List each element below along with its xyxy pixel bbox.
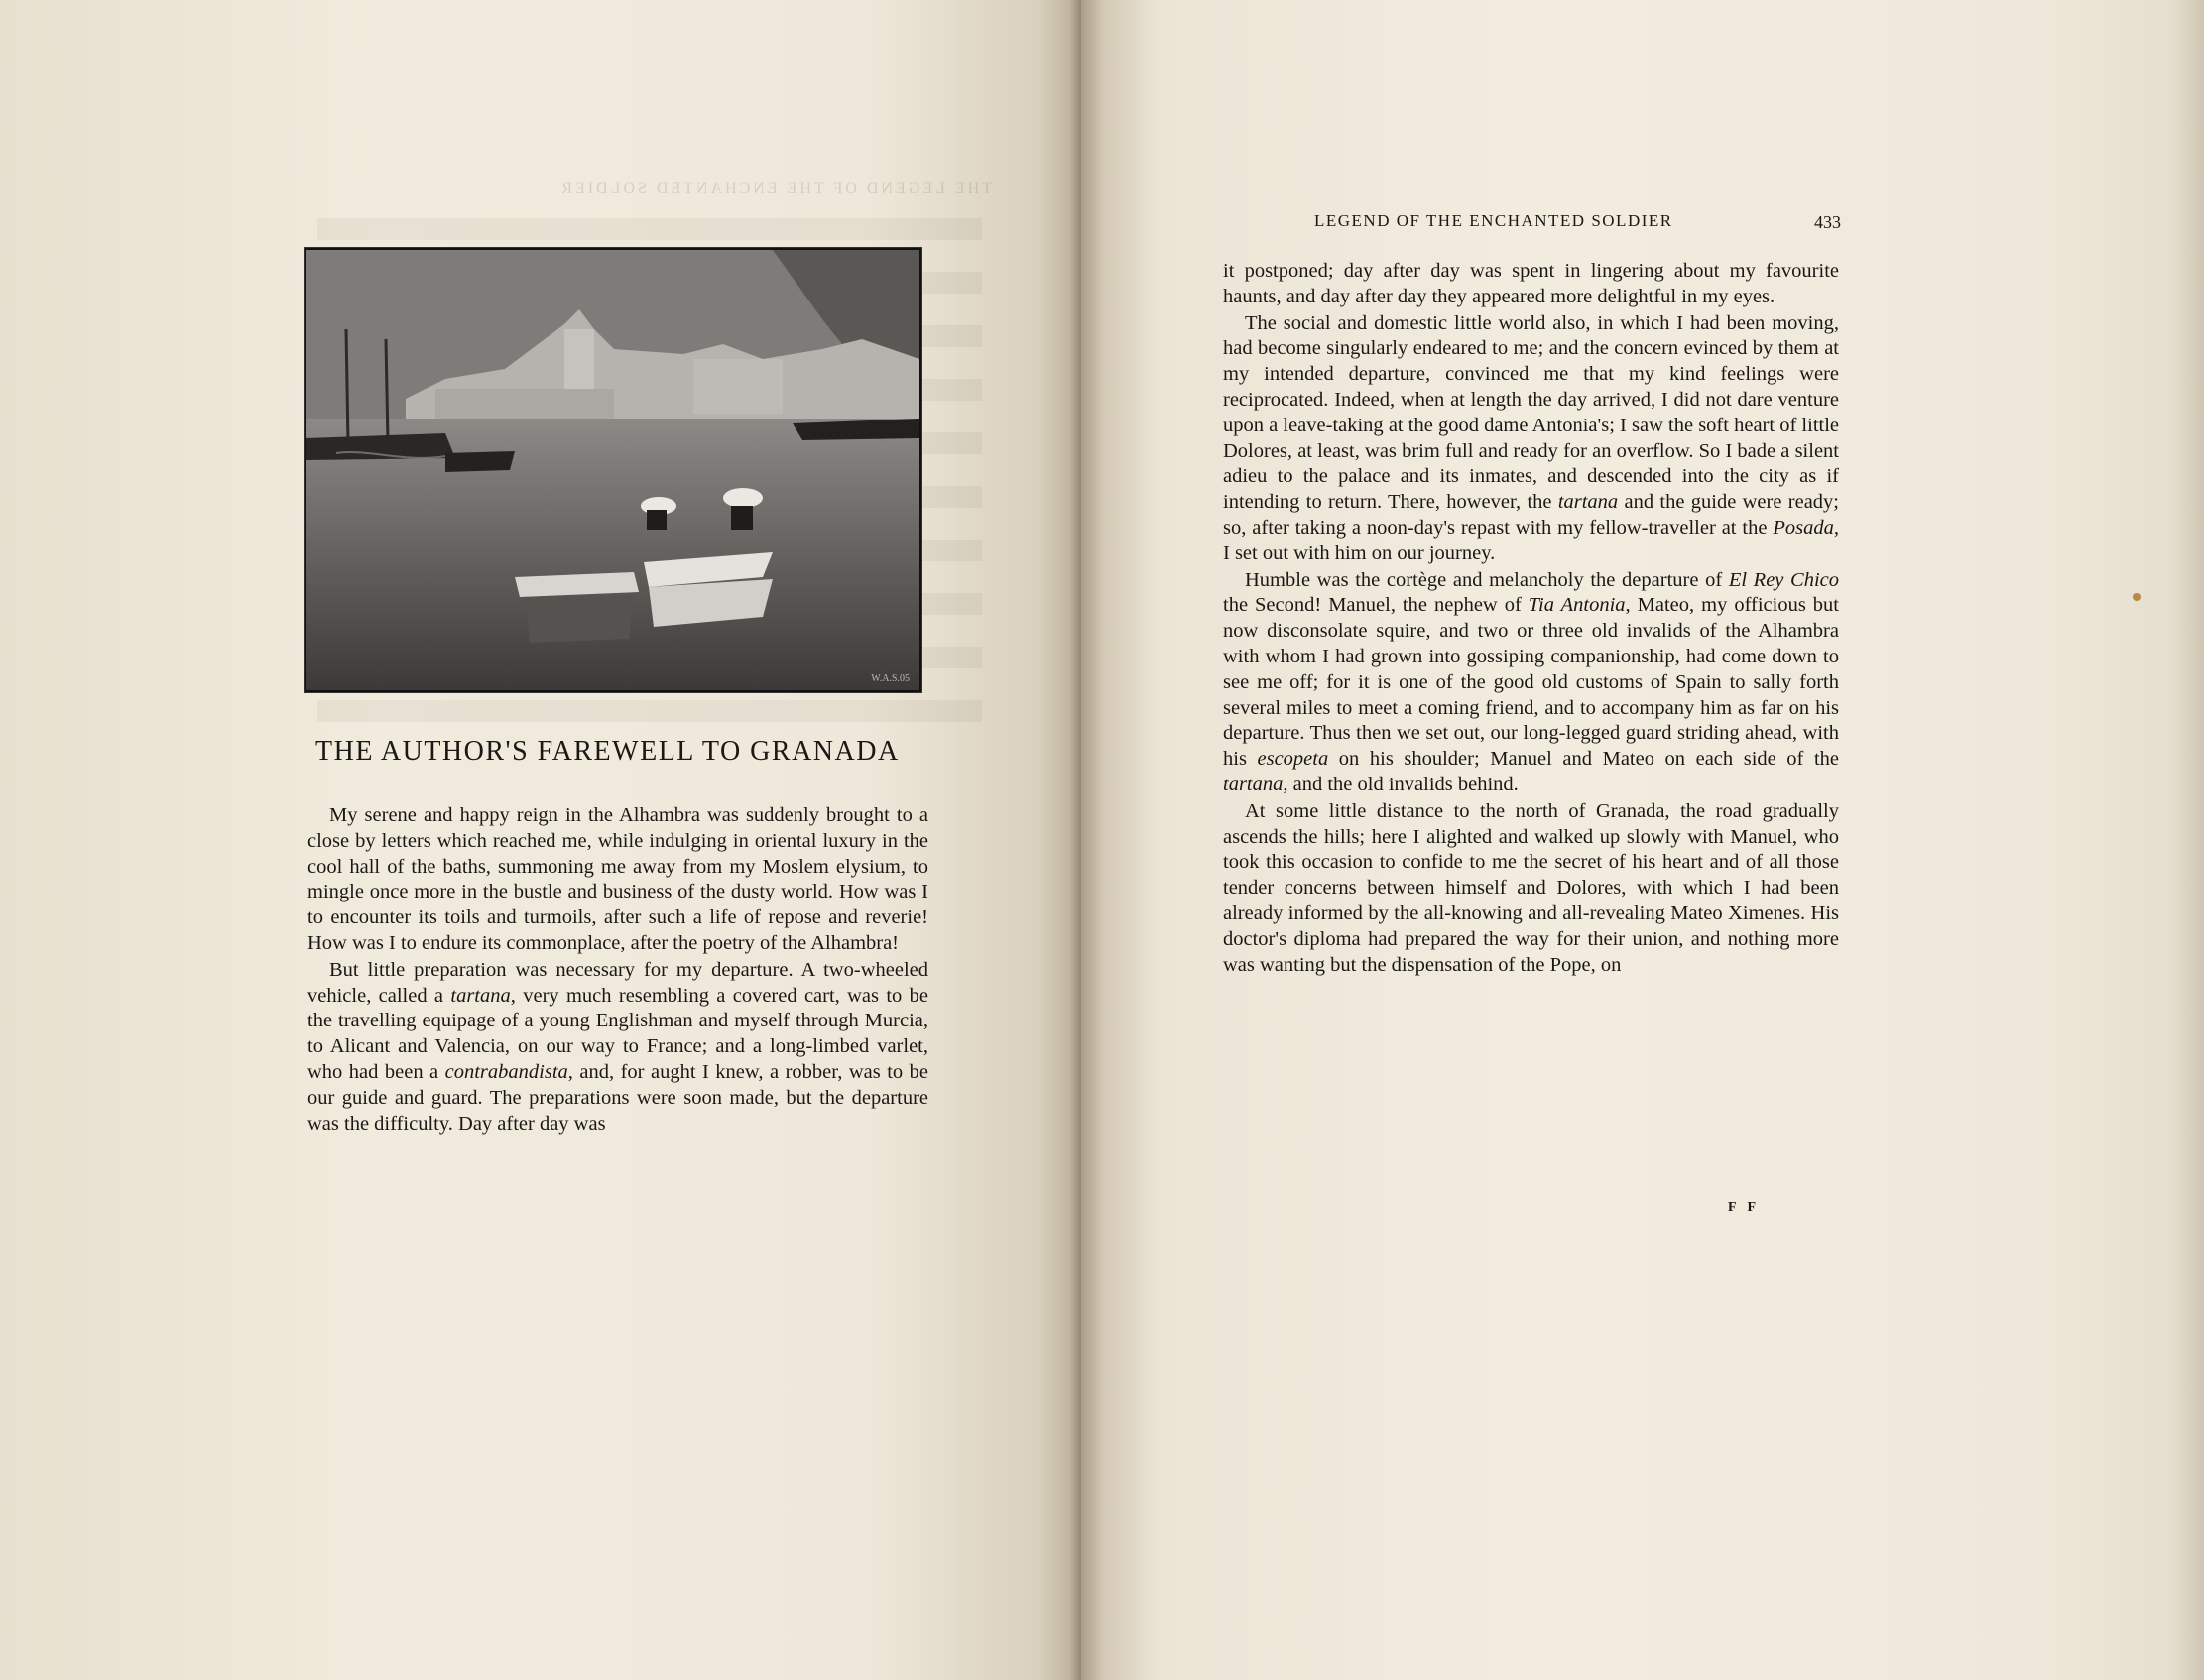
harbor-painting [306, 250, 919, 690]
harbor-illustration [305, 248, 921, 692]
page-number: 433 [1814, 212, 1841, 232]
running-head: LEGEND OF THE ENCHANTED SOLDIER [1314, 211, 1673, 230]
paragraph: The social and domestic little world also, in which I had been moving, had become singularly endeared to me; and the concern evinced by them at my intended departure, convinced me that my kind feelings were reciprocated. Indeed, when at length the day arrived, I did not dare venture upon a leave-taking at the good dame Antonia's; I saw the soft heart of little Dolores, at least, was brim full and ready for an overflow. So I bade a silent adieu to the palace and its inmates, and descended into the city as if intending to return. There, however, the tartana and the guide were ready; so, after taking a noon-day's repast with my fellow-traveller at the Posada, I set out with him on our journey. [1223, 311, 1839, 564]
paragraph: it postponed; day after day was spent in lingering about my favourite haunts, and day after day they appeared more delightful in my eyes. [1223, 260, 1839, 307]
illustration-signature: W.A.S.05 [871, 673, 910, 684]
right-page-body [1223, 259, 1839, 978]
printer-signature-mark: F F [1728, 1200, 1761, 1215]
paragraph: At some little distance to the north of Granada, the road gradually ascends the hills; here I alighted and walked up slowly with Manuel, who took this occasion to confide to me the secret of his heart and of all those tender concerns between himself and Dolores, with which I had been already informed by the all-knowing and all-revealing Mateo Ximenes. His doctor's diploma had prepared the way for their union, and nothing more was wanting but the dispensation of the Pope, on [1223, 799, 1839, 976]
paragraph: Humble was the cortège and melancholy the departure of El Rey Chico the Second! Manuel, the nephew of Tia Antonia, Mateo, my officious but now disconsolate squire, and two or three old invalids of the Alhambra with whom I had grown into gossiping companionship, had come down to see me off; for it is one of the good old customs of Spain to sally forth several miles to meet a coming friend, and to accompany him as far on his departure. Thus then we set out, our long-legged guard striding ahead, with his escopeta on his shoulder; Manuel and Mateo on each side of the tartana, and the old invalids behind. [1223, 568, 1839, 795]
page-spot [2133, 593, 2141, 601]
chapter-title: THE AUTHOR'S FAREWELL TO GRANADA [315, 736, 900, 767]
paragraph: My serene and happy reign in the Alhambra was suddenly brought to a close by letters which reached me, while indulging in oriental luxury in the cool hall of the baths, summoning me away from my Moslem elysium, to mingle once more in the bustle and business of the dusty world. How was I to encounter its toils and turmoils, after such a life of repose and reverie! How was I to endure its commonplace, after the poetry of the Alhambra! [307, 804, 928, 954]
left-page-body [307, 803, 928, 1137]
paragraph: But little preparation was necessary for my departure. A two-wheeled vehicle, called a tartana, very much resembling a covered cart, was to be the travelling equipage of a young Englishman and myself through Murcia, to Alicant and Valencia, on our way to France; and a long-limbed varlet, who had been a contrabandista, and, for aught I knew, a robber, was to be our guide and guard. The preparations were soon made, but the departure was the difficulty. Day after day was [307, 958, 928, 1135]
left-page [0, 0, 1081, 1680]
bleed-through-title: THE LEGEND OF THE ENCHANTED SOLDIER [558, 180, 992, 197]
